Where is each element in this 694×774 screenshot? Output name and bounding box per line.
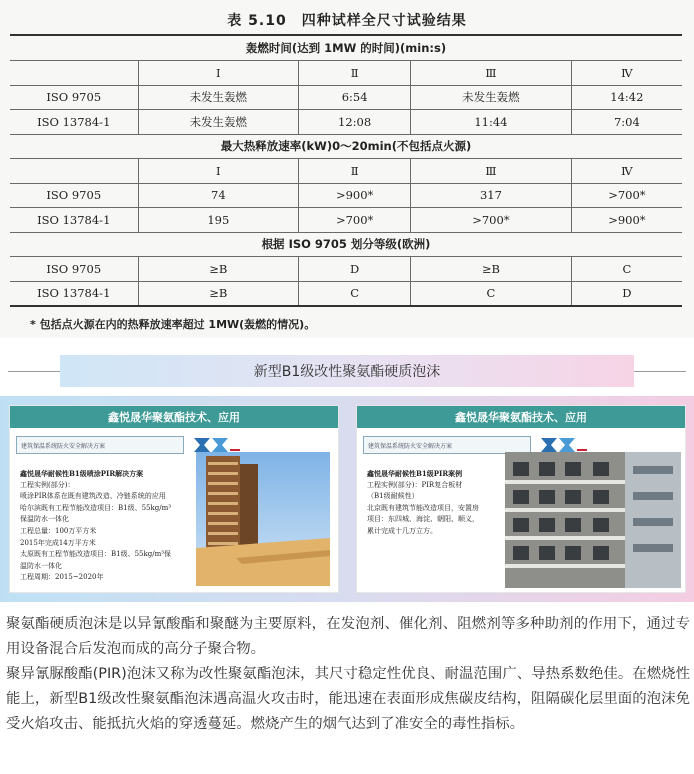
table-row <box>10 257 682 282</box>
column-header: Ⅳ <box>571 159 682 184</box>
slide-header: 鑫悦晟华聚氨酯技术、应用 <box>357 406 685 428</box>
table-cell: 14:42 <box>571 85 682 110</box>
table-cell: >900* <box>571 208 682 233</box>
slide-line: 鑫悦晟华耐候性B1级PIR案例 <box>367 469 463 478</box>
slide-line: 太原既有工程节能改造项目：B1级、55kg/m³保 <box>20 550 172 559</box>
column-header: Ⅲ <box>411 159 572 184</box>
slide-line: 北京既有建筑节能改造项目，安置房 <box>367 503 479 512</box>
table-title: 表 5.10 四种试样全尺寸试验结果 <box>227 13 467 29</box>
table-row <box>10 85 682 110</box>
slide-subtitle: 建筑保温系统防火安全解决方案 <box>16 436 184 454</box>
table-row <box>10 110 682 135</box>
column-header: Ⅲ <box>411 61 572 86</box>
standard-cell: ISO 9705 <box>10 183 138 208</box>
slides-row <box>0 396 694 602</box>
paragraph-intro: 聚氨酯硬质泡沫是以异氰酸酯和聚醚为主要原料，在发泡剂、催化剂、阻燃剂等多种助剂的作用下，通过专用设备混合后发泡而成的高分子聚合物。 <box>6 616 690 657</box>
slide-body <box>20 468 190 584</box>
column-header-row <box>10 61 682 86</box>
table-row <box>10 281 682 306</box>
slide-subtitle: 建筑保温系统防火安全解决方案 <box>363 436 531 454</box>
column-header: Ⅱ <box>299 61 411 86</box>
slide-line: 工程实例(部分)：PIR复合板材 <box>367 480 463 489</box>
table-cell: 195 <box>138 208 299 233</box>
table-cell: 12:08 <box>299 110 411 135</box>
table-cell: 未发生轰燃 <box>411 85 572 110</box>
column-header: Ⅱ <box>299 159 411 184</box>
standard-cell: ISO 9705 <box>10 257 138 282</box>
table-cell: 7:04 <box>571 110 682 135</box>
slide-line: 工程周期：2015~2020年 <box>20 573 104 582</box>
slide-right <box>356 405 686 593</box>
table-row <box>10 208 682 233</box>
table-cell: 6:54 <box>299 85 411 110</box>
slide-left <box>9 405 339 593</box>
table-cell <box>10 159 138 184</box>
table-cell: C <box>571 257 682 282</box>
section-title: 轰燃时间(达到 1MW 的时间)(min:s) <box>10 36 682 61</box>
table-cell: >700* <box>299 208 411 233</box>
table-cell: ≥B <box>138 281 299 306</box>
standard-cell: ISO 13784-1 <box>10 110 138 135</box>
table-cell: 11:44 <box>411 110 572 135</box>
standard-cell: ISO 9705 <box>10 85 138 110</box>
slide-header: 鑫悦晟华聚氨酯技术、应用 <box>10 406 338 428</box>
table-footnote: * 包括点火源在内的热释放速率超过 1MW(轰燃的情况)。 <box>30 318 316 331</box>
table-cell <box>10 61 138 86</box>
table-row <box>10 183 682 208</box>
paragraph-pir: 聚异氰脲酸酯(PIR)泡沫又称为改性聚氨酯泡沫，其尺寸稳定性优良、耐温范围广、导热系数绝佳。在燃烧性能上，新型B1级改性聚氨酯泡沫遇高温火攻击时，能迅速在表面形成焦碳皮结构，阻隔碳化层里面的泡沫免受火焰攻击、能抵抗火焰的穿透蔓延。燃烧产生的烟气达到了准安全的毒性指标。 <box>6 666 690 732</box>
table-cell: 未发生轰燃 <box>138 85 299 110</box>
slide-line: 工程实例(部分)： <box>20 480 75 489</box>
table-cell: ≥B <box>138 257 299 282</box>
slide-line: 项目：东四城、海淀、朝阳、顺义， <box>367 515 479 524</box>
slide-line: 哈尔滨既有工程节能改造项目：B1级、55kg/m³ <box>20 503 172 512</box>
slide-line: （B1级耐候性） <box>367 492 419 501</box>
table-cell: D <box>571 281 682 306</box>
results-table-figure <box>0 0 694 338</box>
column-header: Ⅰ <box>138 159 299 184</box>
slide-line: 累计完成十几万立方。 <box>367 526 437 535</box>
table-cell: >700* <box>571 183 682 208</box>
standard-cell: ISO 13784-1 <box>10 281 138 306</box>
column-header: Ⅳ <box>571 61 682 86</box>
table-cell: 74 <box>138 183 299 208</box>
column-header: Ⅰ <box>138 61 299 86</box>
table-cell: 未发生轰燃 <box>138 110 299 135</box>
banner-text: 新型B1级改性聚氨酯硬质泡沫 <box>253 364 441 380</box>
slide-line: 2015年完成14万平方米 <box>20 538 96 547</box>
table-cell: ≥B <box>411 257 572 282</box>
section-title: 根据 ISO 9705 划分等级(欧洲) <box>10 232 682 257</box>
section-header-classification <box>10 232 682 257</box>
results-table <box>10 36 682 307</box>
standard-cell: ISO 13784-1 <box>10 208 138 233</box>
table-cell: >900* <box>299 183 411 208</box>
slide-line: 工程总量：100万平方米 <box>20 526 97 535</box>
slide-line: 温防水一体化 <box>20 561 62 570</box>
slide-line: 喷涂PIR体系在既有建筑改造、冷链系统的应用 <box>20 492 166 501</box>
table-cell: D <box>299 257 411 282</box>
section-header-hrr <box>10 134 682 159</box>
slide-line: 鑫悦晟华耐候性B1级喷涂PIR解决方案 <box>20 469 144 478</box>
table-cell: C <box>411 281 572 306</box>
slide-line: 保温防水一体化 <box>20 515 69 524</box>
table-cell: C <box>299 281 411 306</box>
column-header-row <box>10 159 682 184</box>
section-title: 最大热释放速率(kW)0～20min(不包括点火源) <box>10 134 682 159</box>
table-cell: >700* <box>411 208 572 233</box>
building-photo <box>196 452 330 586</box>
table-cell: 317 <box>411 183 572 208</box>
apartment-photo <box>505 452 681 588</box>
section-header-flashover <box>10 36 682 61</box>
section-banner <box>60 355 634 387</box>
